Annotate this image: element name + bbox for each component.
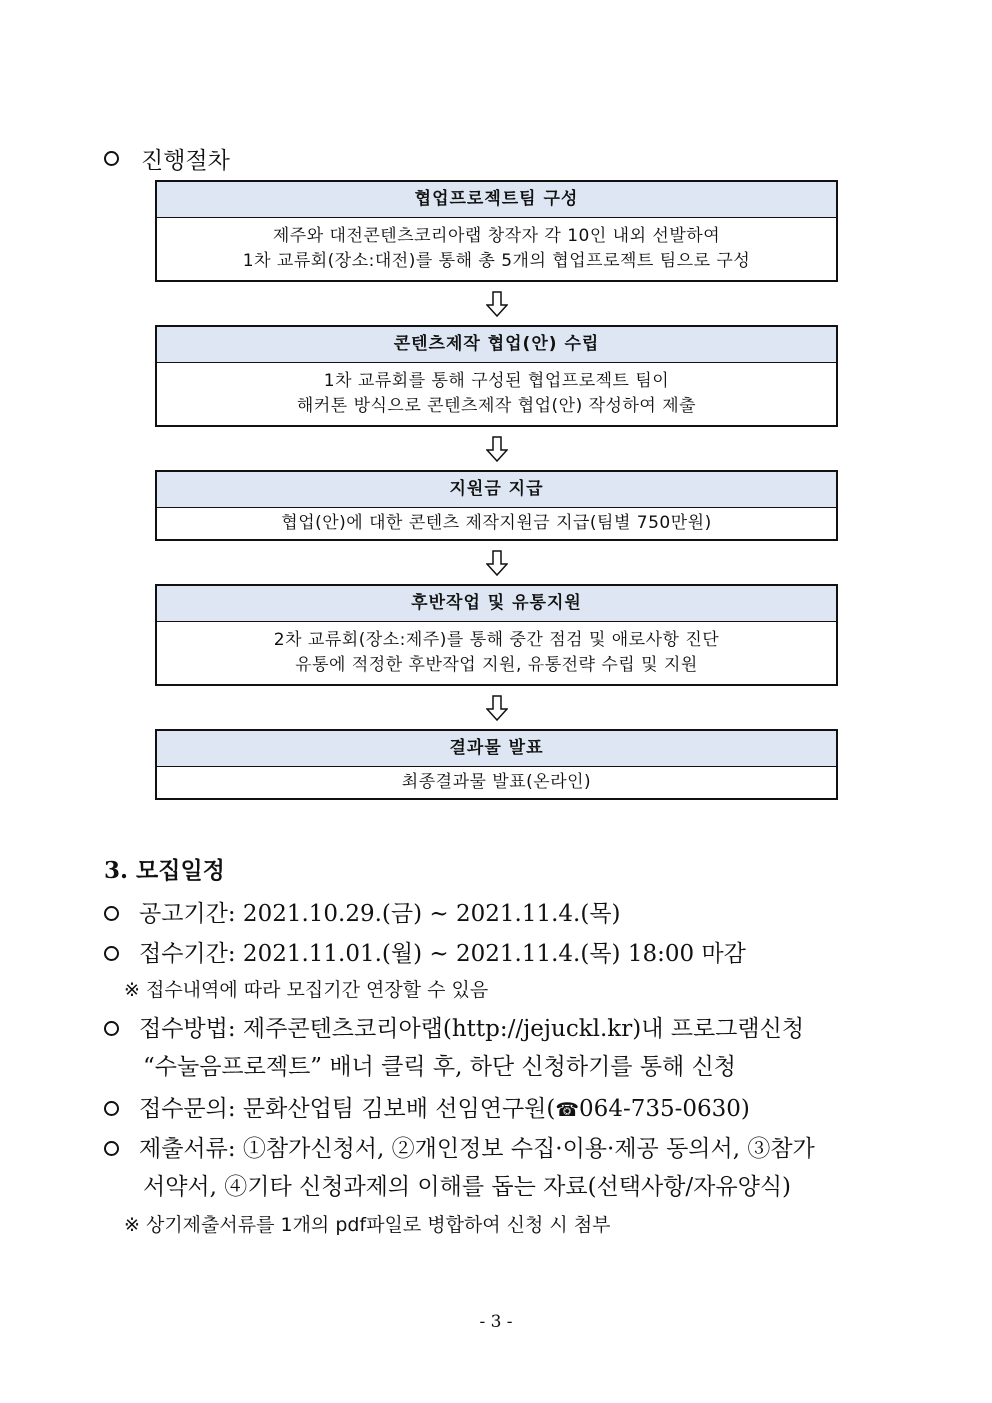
receipt-line	[104, 935, 746, 968]
circle-bullet-icon	[104, 1141, 119, 1156]
announce-text: 공고기간: 2021.10.29.(금) ~ 2021.11.4.(목)	[139, 901, 621, 927]
method-text-continued: “수눌음프로젝트” 배너 클릭 후, 하단 신청하기를 통해 신청	[143, 1054, 737, 1080]
page-number: - 3 -	[479, 1312, 513, 1332]
inquiry-text: 접수문의: 문화산업팀 김보배 선임연구원(	[139, 1096, 556, 1122]
circle-bullet-icon	[104, 906, 119, 921]
procedure-title: 진행절차	[141, 148, 230, 174]
step-line: 1차 교류회를 통해 구성된 협업프로젝트 팀이	[323, 371, 670, 391]
docs-text-continued: 서약서, ④기타 신청과제의 이해를 돕는 자료(선택사항/자유양식)	[143, 1174, 792, 1200]
step-body	[157, 767, 836, 798]
docs-note: ※ 상기제출서류를 1개의 pdf파일로 병합하여 신청 시 첨부	[124, 1214, 611, 1236]
step-body	[157, 508, 836, 539]
step-title: 지원금 지급	[157, 472, 836, 508]
step-line: 최종결과물 발표(온라인)	[401, 772, 592, 792]
announce-line	[104, 895, 621, 928]
step-line: 제주와 대전콘텐츠코리아랩 창작자 각 10인 내외 선발하여	[272, 226, 721, 246]
step-box	[155, 470, 838, 541]
step-body	[157, 218, 836, 280]
step-line: 협업(안)에 대한 콘텐츠 제작지원금 지급(팀별 750만원)	[281, 513, 712, 533]
step-title: 콘텐츠제작 협업(안) 수립	[157, 327, 836, 363]
docs-line	[104, 1130, 815, 1163]
step-line: 2차 교류회(장소:제주)를 통해 중간 점검 및 애로사항 진단	[273, 630, 720, 650]
step-title: 결과물 발표	[157, 731, 836, 767]
recruit-heading: 3. 모집일정	[104, 857, 225, 884]
circle-bullet-icon	[104, 946, 119, 961]
down-arrow-icon	[155, 686, 838, 729]
step-body	[157, 622, 836, 684]
circle-bullet-icon	[104, 1101, 119, 1116]
inquiry-line	[104, 1090, 750, 1123]
receipt-note: ※ 접수내역에 따라 모집기간 연장할 수 있음	[124, 979, 489, 1001]
step-title: 후반작업 및 유통지원	[157, 586, 836, 622]
down-arrow-icon	[155, 541, 838, 584]
docs-text: 제출서류: ①참가신청서, ②개인정보 수집·이용·제공 동의서, ③참가	[139, 1136, 815, 1162]
step-box	[155, 729, 838, 800]
step-line: 1차 교류회(장소:대전)를 통해 총 5개의 협업프로젝트 팀으로 구성	[242, 251, 751, 271]
circle-bullet-icon	[104, 1021, 119, 1036]
step-box	[155, 325, 838, 427]
phone-icon: ☎	[555, 1099, 580, 1121]
step-line: 해커톤 방식으로 콘텐츠제작 협업(안) 작성하여 제출	[296, 396, 697, 416]
inquiry-phone: 064-735-0630)	[579, 1096, 750, 1122]
receipt-text: 접수기간: 2021.11.01.(월) ~ 2021.11.4.(목) 18:00 마감	[139, 941, 746, 967]
method-line	[104, 1010, 804, 1043]
method-text: 접수방법: 제주콘텐츠코리아랩(http://jejuckl.kr)내 프로그램신청	[139, 1016, 805, 1042]
step-line: 유통에 적정한 후반작업 지원, 유통전략 수립 및 지원	[295, 655, 698, 675]
procedure-heading	[104, 142, 230, 175]
down-arrow-icon	[155, 282, 838, 325]
step-box	[155, 180, 838, 282]
step-box	[155, 584, 838, 686]
circle-bullet-icon	[104, 151, 119, 166]
step-body	[157, 363, 836, 425]
procedure-flowchart	[155, 180, 838, 800]
step-title: 협업프로젝트팀 구성	[157, 182, 836, 218]
down-arrow-icon	[155, 427, 838, 470]
